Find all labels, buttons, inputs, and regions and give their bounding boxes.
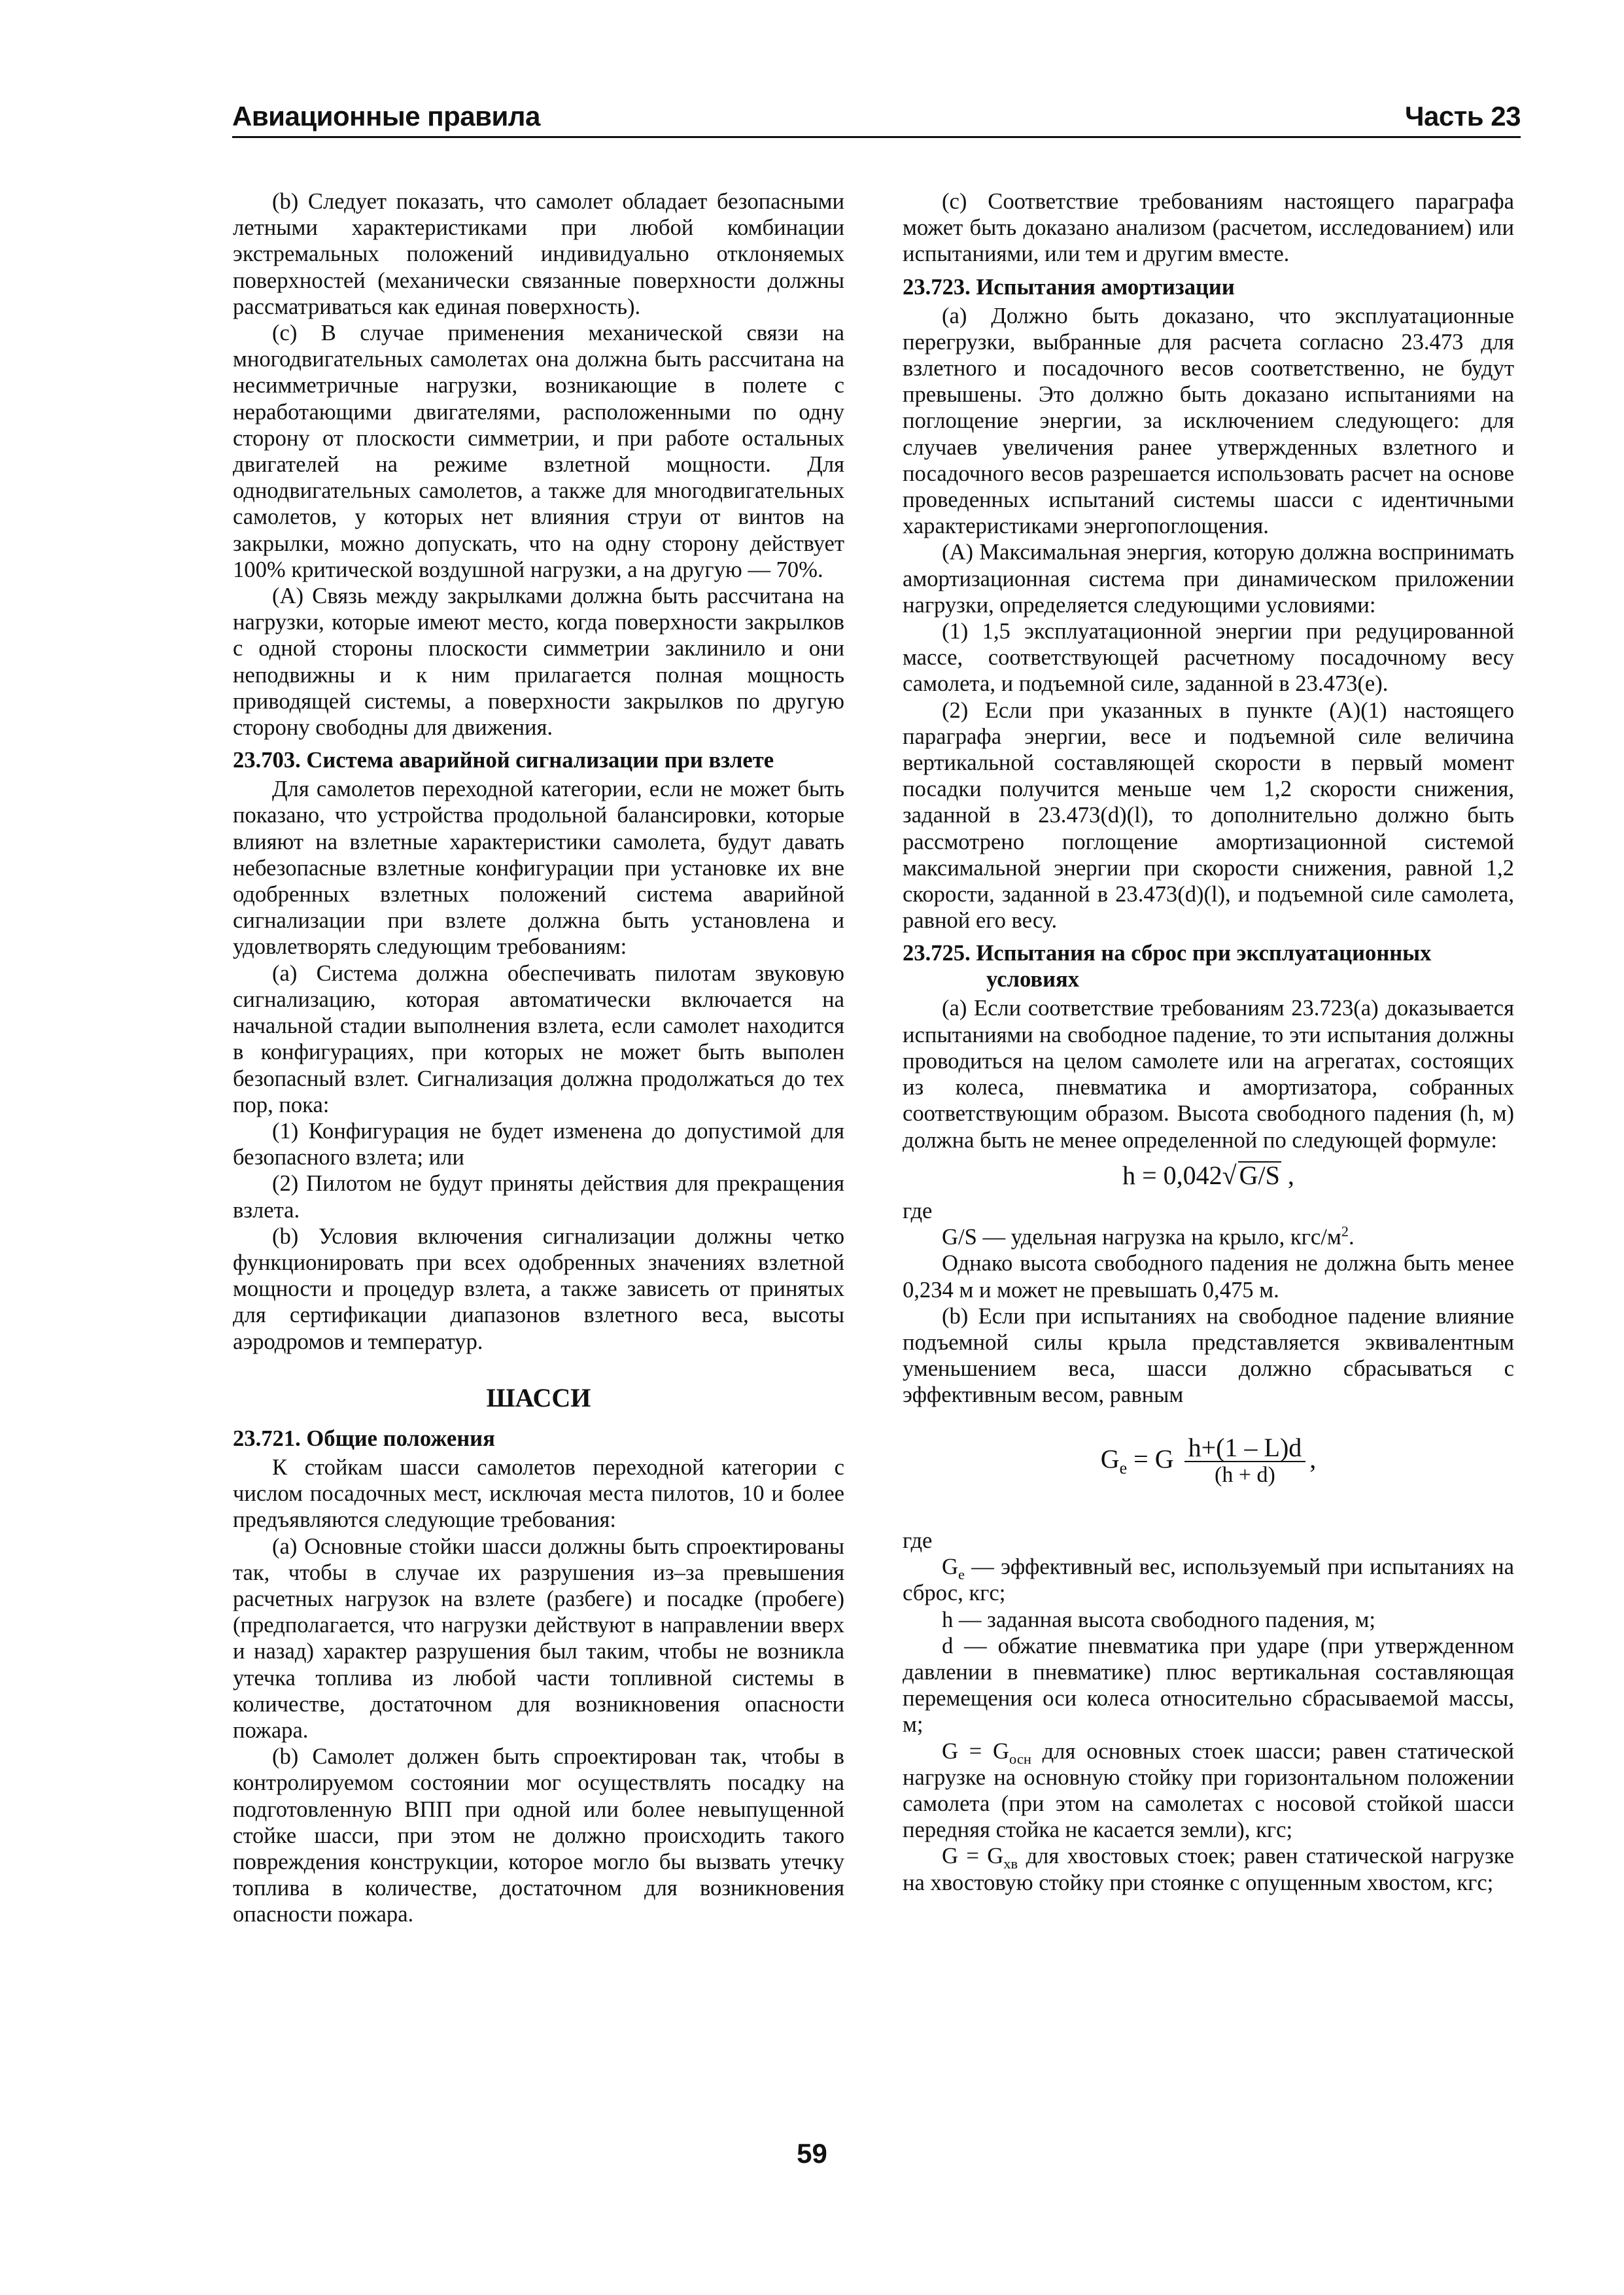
superscript: 2 <box>1341 1223 1349 1240</box>
formula-sub-e: e <box>1119 1458 1128 1477</box>
paragraph: (a) Основные стойки шасси должны быть спроектированы так, чтобы в случае их разрушения из–за превышения расчетных нагрузок на взлете (разбеге) и посадке (пробеге) (предполагается, что нагрузки действуют в направлении вверх и назад) характер разрушения был таким, чтобы не возникла утечка топлива из любой части топливной системы в количестве, достаточном для возникновения опасности пожара. <box>233 1533 844 1743</box>
running-header <box>232 98 1521 138</box>
formula-radicand: G/S <box>1239 1160 1280 1190</box>
subscript: хв <box>1003 1855 1018 1872</box>
section-heading-23-703: 23.703. Система аварийной сигнализации при взлете <box>233 748 774 773</box>
chapter-heading: ШАССИ <box>486 1382 591 1412</box>
formula-end: , <box>1281 1160 1294 1190</box>
definition-symbol: G <box>942 1554 958 1580</box>
paragraph: (b) Если при испытаниях на свободное падение влияние подъемной силы крыла представляется эквивалентным уменьшением веса, шасси должно сбрасываться с эффективным весом, равным <box>903 1303 1514 1408</box>
subscript: осн <box>1009 1750 1031 1767</box>
paragraph: Однако высота свободного падения не должна быть менее 0,234 м и может не превышать 0,475 м. <box>903 1251 1514 1303</box>
where-label: где <box>903 1198 933 1223</box>
where-label: где <box>903 1528 933 1553</box>
paragraph: (2) Если при указанных в пункте (A)(1) настоящего параграфа энергии, весе и подъемной силе величина вертикальной составляющей скорости в первый момент посадки получится меньше чем 1,2 скорости снижения, заданной в 23.473(d)(l), то дополнительно должно быть рассмотрено поглощение амортизационной системой максимальной энергии при скорости снижения, равной 1,2 скорости, заданной в 23.473(d)(l), и подъемной силе самолета, равной его весу. <box>903 697 1514 934</box>
definition-d: d — обжатие пневматика при ударе (при утвержденном давлении в пневматике) плюс вертикальная составляющая перемещения оси колеса относительно сбрасываемой массы, м; <box>903 1633 1514 1738</box>
definition-text: — эффективный вес, используемый при испытаниях на сброс, кгс; <box>903 1554 1514 1606</box>
paragraph: (A) Максимальная энергия, которую должна воспринимать амортизационная система при динамическом приложении нагрузки, определяется следующими условиями: <box>903 540 1514 618</box>
section-heading-23-721: 23.721. Общие положения <box>233 1426 495 1451</box>
definition-ge <box>903 1554 1514 1606</box>
definition-text: G/S — удельная нагрузка на крыло, кгс/м <box>942 1225 1341 1250</box>
header-title: Авиационные правила <box>232 101 540 131</box>
right-column <box>903 188 1514 1896</box>
definition-end: . <box>1348 1225 1355 1250</box>
definition-h: h — заданная высота свободного падения, м; <box>942 1607 1376 1632</box>
definition-symbol: G = G <box>942 1844 1004 1869</box>
header-part: Часть 23 <box>1404 101 1521 131</box>
paragraph: (2) Пилотом не будут приняты действия для прекращения взлета. <box>233 1171 844 1223</box>
paragraph: (c) Соответствие требованиям настоящего параграфа может быть доказано анализом (расчетом, исследованием) или испытаниями, или тем и другим вместе. <box>903 189 1514 267</box>
section-heading-23-725: 23.725. Испытания на сброс при эксплуатационных условиях <box>903 941 1432 992</box>
drop-height-formula <box>903 1161 1514 1189</box>
paragraph: (a) Должно быть доказано, что эксплуатационные перегрузки, выбранные для расчета согласно 23.473 для взлетного и посадочного весов соответственно, не будут превышены. Это должно быть доказано испытаниями на поглощение энергии, за исключением следующего: для случаев увеличения ранее утвержденных взлетного и посадочного весов разрешается использовать расчет на основе проведенных испытаний системы шасси с идентичными характеристиками энергопоглощения. <box>903 303 1514 539</box>
effective-weight-formula <box>903 1432 1514 1488</box>
formula-fraction <box>1184 1432 1306 1488</box>
paragraph: (a) Если соответствие требованиям 23.723(a) доказывается испытаниями на свободное падение, то эти испытания должны проводиться на целом самолете или на агрегатах, состоящих из колеса, пневматика и амортизатора, собранных соответствующим образом. Высота свободного падения (h, м) должна быть не менее определенной по следующей формуле: <box>903 996 1514 1153</box>
paragraph: (a) Система должна обеспечивать пилотам звуковую сигнализацию, которая автоматически включается на начальной стадии выполнения взлета, если самолет находится в конфигурациях, при которых не может быть выполен безопасный взлет. Сигнализация должна продолжаться до тех пор, пока: <box>233 960 844 1117</box>
formula-eq: = G <box>1127 1443 1181 1473</box>
definition-text: для хвостовых стоек; равен статической нагрузке на хвостовую стойку при стоянке с опущенным хвостом, кгс; <box>903 1844 1515 1895</box>
sqrt-sign: √ <box>1222 1160 1237 1190</box>
formula-end: , <box>1309 1443 1317 1473</box>
definition-symbol: G = G <box>942 1738 1010 1764</box>
definition-g-tail <box>903 1843 1514 1895</box>
paragraph: (c) В случае применения механической связи на многодвигательных самолетах она должна быть рассчитана на несимметричные нагрузки, возникающие в полете с неработающими двигателями, расположенными по одну сторону от плоскости симметрии, и при работе остальных двигателей на режиме взлетной мощности. Для однодвигательных самолетов, а также для многодвигательных самолетов, у которых нет влияния струи от винтов на закрылки, можно допускать, что на одну сторону действует 100% критической воздушной нагрузки, а на другую — 70%. <box>233 321 844 582</box>
definition-g-main <box>903 1738 1514 1844</box>
paragraph: (b) Условия включения сигнализации должны четко функционировать при всех одобренных значениях взлетной мощности и процедур взлета, а также зависеть от принятых для сертификации диапазонов взлетного веса, высоты аэродромов и температур. <box>233 1223 844 1354</box>
paragraph: (1) Конфигурация не будет изменена до допустимой для безопасного взлета; или <box>233 1118 844 1170</box>
paragraph: (b) Следует показать, что самолет обладает безопасными летными характеристиками при любой комбинации экстремальных положений индивидуально отклоняемых поверхностей (механически связанные поверхности должны рассматриваться как единая поверхность). <box>233 189 844 319</box>
left-column <box>233 188 844 1928</box>
paragraph: К стойкам шасси самолетов переходной категории с числом посадочных мест, исключая места пилотов, 10 и более предъявляются следующие требования: <box>233 1454 844 1533</box>
page-number: 59 <box>797 2138 827 2169</box>
subscript: e <box>958 1566 965 1583</box>
definition-wing-load <box>903 1224 1514 1250</box>
definition-text: для основных стоек шасси; равен статической нагрузке на основную стойку при горизонтальном положении самолета (при этом на самолетах с носовой стойкой шасси передняя стойка не касается земли), кгс; <box>903 1738 1514 1843</box>
formula-g: G <box>1100 1443 1120 1473</box>
fraction-denominator: (h + d) <box>1215 1462 1275 1487</box>
paragraph: (1) 1,5 эксплуатационной энергии при редуцированной массе, соответствующей расчетному посадочному весу самолета, и подъемной силе, заданной в 23.473(e). <box>903 619 1514 697</box>
paragraph: Для самолетов переходной категории, если не может быть показано, что устройства продольной балансировки, которые влияют на взлетные характеристики самолета, будут давать небезопасные взлетные конфигурации при установке их вне одобренных взлетных положений система аварийной сигнализации при взлете должна быть установлена и удовлетворять следующим требованиям: <box>233 777 844 960</box>
paragraph: (A) Связь между закрылками должна быть рассчитана на нагрузки, которые имеют место, когда поверхности закрылков с одной стороны плоскости симметрии заклинило и они неподвижны и к ним прилагается полная мощность приводящей системы, а поверхности закрылков по другую сторону свободны для движения. <box>233 584 844 741</box>
fraction-numerator: h+(1 – L)d <box>1184 1435 1306 1462</box>
paragraph: (b) Самолет должен быть спроектирован так, чтобы в контролируемом состоянии мог осуществлять посадку на подготовленную ВПП при одной или более невыпущенной стойке шасси, при этом не должно происходить такого повреждения конструкции, которое могло бы вызвать утечку топлива в количестве, достаточном для возникновения опасности пожара. <box>233 1744 844 1927</box>
section-heading-23-723: 23.723. Испытания амортизации <box>903 274 1235 300</box>
formula-lhs: h = 0,042 <box>1122 1160 1222 1190</box>
